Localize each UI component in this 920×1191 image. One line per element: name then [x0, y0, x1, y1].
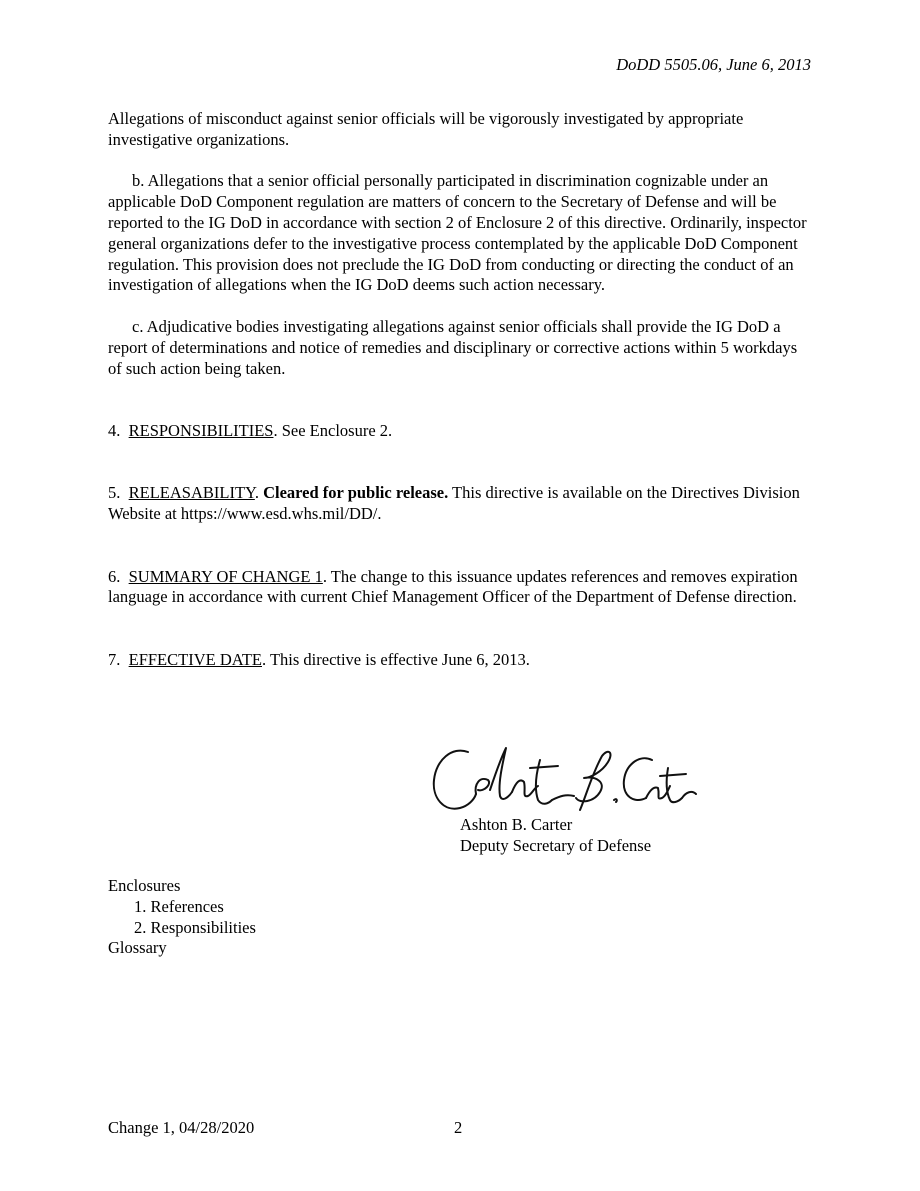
- enclosures-list: [108, 876, 256, 959]
- section-5-heading: RELEASABILITY: [128, 483, 255, 503]
- section-7-heading: EFFECTIVE DATE: [128, 649, 262, 669]
- section-7: [108, 650, 814, 671]
- section-5: [108, 483, 814, 525]
- section-4-text: . See Enclosure 2.: [273, 420, 393, 440]
- enclosures-label: Enclosures: [108, 876, 181, 895]
- section-5-bold-text: Cleared for public release.: [263, 483, 449, 503]
- section-6-text: . The change to this issuance updates references and removes expiration language in accordance with current Chief Management Officer of the Department of Defense direction.: [108, 566, 798, 607]
- paragraph-c: c. Adjudicative bodies investigating allegations against senior officials shall provide the IG DoD a report of determinations and notice of remedies and disciplinary or corrective actions within 5 workdays of such action being taken.: [108, 316, 798, 378]
- footer-page-number: 2: [454, 1118, 463, 1137]
- paragraph-b: b. Allegations that a senior official personally participated in discrimination cognizable under an applicable DoD Component regulation are matters of concern to the Secretary of Defense and will be reported to the IG DoD in accordance with section 2 of Enclosure 2 of this directive. Ordinarily, inspector general organizations defer to the investigative process contemplated by the applicable DoD Component regulation. This provision does not preclude the IG DoD from conducting or directing the conduct of an investigation of allegations when the IG DoD deems such action necessary.: [108, 171, 807, 295]
- section-4-number: 4.: [108, 420, 121, 440]
- section-5-separator: .: [254, 483, 264, 503]
- section-5-number: 5.: [108, 483, 121, 503]
- section-4: [108, 421, 814, 442]
- handwritten-signature: [430, 738, 700, 818]
- section-6-heading: SUMMARY OF CHANGE 1: [128, 566, 323, 586]
- section-6: [108, 567, 814, 609]
- document-header-reference: DoDD 5505.06, June 6, 2013: [616, 55, 811, 74]
- section-5-text: This directive is available on the Directives Division Website at https://www.esd.whs.mil/DD/.: [108, 483, 800, 524]
- section-7-text: . This directive is effective June 6, 2013.: [262, 649, 530, 669]
- glossary-label: Glossary: [108, 938, 167, 958]
- section-6-number: 6.: [108, 566, 121, 586]
- document-body: [108, 109, 814, 671]
- section-4-heading: RESPONSIBILITIES: [128, 420, 274, 440]
- section-7-number: 7.: [108, 649, 121, 669]
- paragraph-intro: Allegations of misconduct against senior officials will be vigorously investigated by appropriate investigative organizations.: [108, 109, 744, 149]
- signer-block: [460, 815, 651, 857]
- enclosure-item: 2. Responsibilities: [134, 917, 256, 937]
- signer-name: Ashton B. Carter: [460, 815, 573, 834]
- signer-title: Deputy Secretary of Defense: [460, 835, 652, 855]
- enclosure-item: 1. References: [134, 896, 224, 916]
- footer-change-note: Change 1, 04/28/2020: [108, 1118, 255, 1137]
